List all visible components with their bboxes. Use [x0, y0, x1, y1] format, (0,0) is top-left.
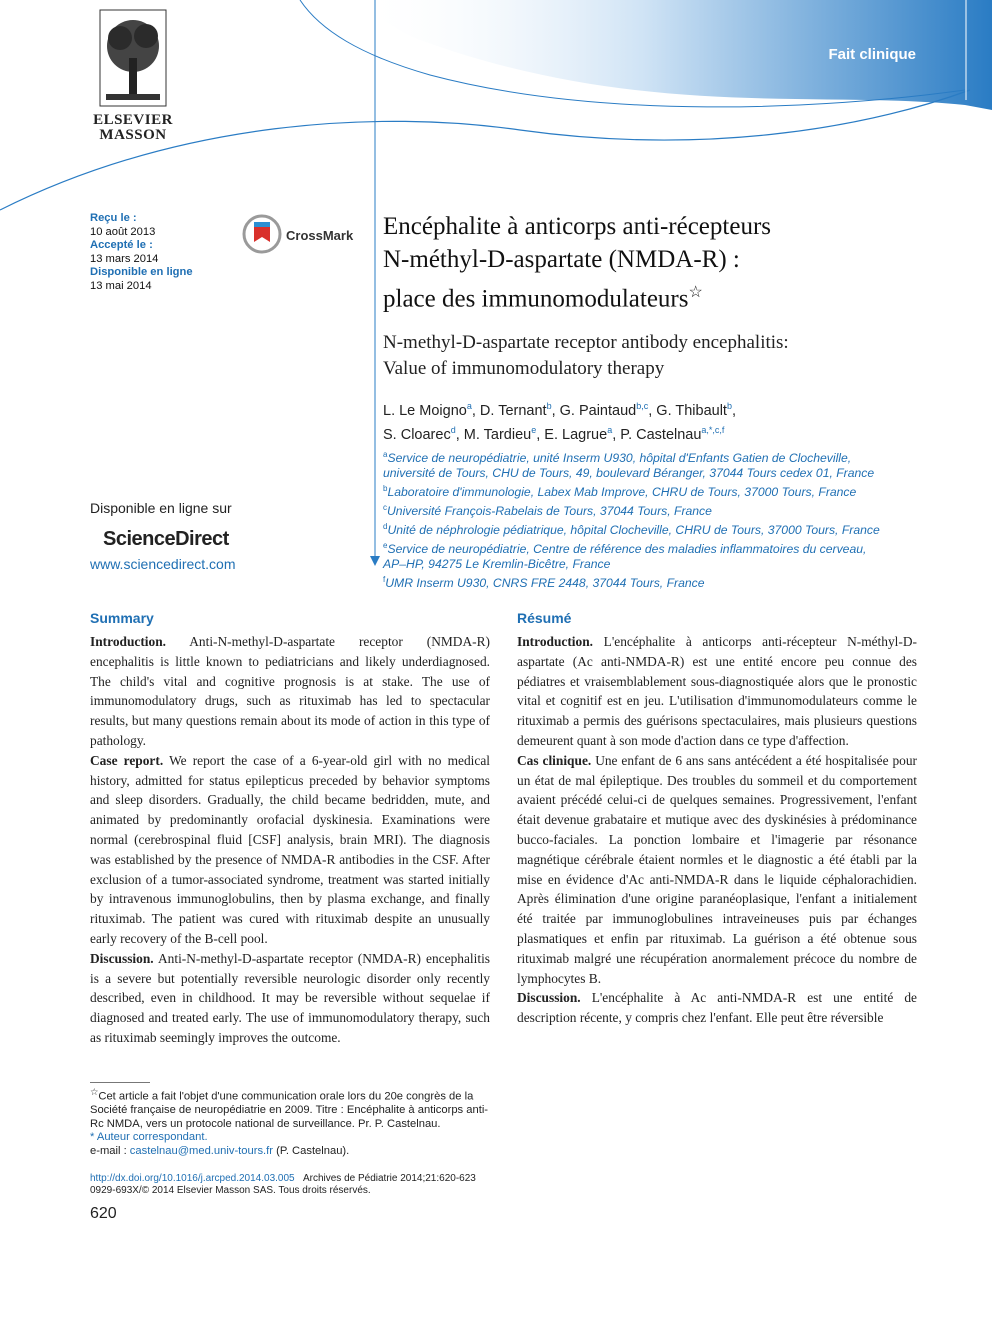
affiliation-item-continued — [383, 466, 943, 481]
affiliation-key: b — [383, 484, 388, 494]
publisher-name-line-1: ELSEVIER — [93, 112, 173, 128]
summary-heading: Summary — [90, 610, 154, 626]
summary-paragraph — [90, 632, 490, 751]
tree-logo-icon — [98, 8, 168, 108]
paragraph-text: Anti-N-methyl-D-aspartate receptor (NMDA-R) encephalitis is a severe but potentially reversible neurologic disorder only recently described, even in childhood. It may be reversible without sequelae if diagnosed and treated early. The use of immunomodulatory therapy, such as rituximab seemingly improves the outcome. — [90, 950, 490, 1045]
affiliation-list — [383, 447, 943, 591]
paragraph-label: Discussion. — [517, 990, 581, 1006]
accepted-date: 13 mars 2014 — [90, 252, 159, 265]
author-affiliation: b — [546, 401, 552, 411]
elsevier-masson-logo — [78, 8, 188, 143]
copyright-line: 0929-693X/© 2014 Elsevier Masson SAS. Tous droits réservés. — [90, 1185, 371, 1196]
online-label: Disponible en ligne — [90, 266, 193, 279]
paragraph-label: Introduction. — [90, 634, 167, 649]
paragraph-text: L'encéphalite à Ac anti-NMDA-R est une entité de description récente, y compris chez l'enfant. Elle peut être réversible — [517, 990, 917, 1026]
sciencedirect-link[interactable]: www.sciencedirect.com — [90, 556, 236, 572]
paragraph-text: L'encéphalite à anticorps anti-récepteur N-méthyl-D-aspartate (Ac anti-NMDA-R) est une entité encore peu connue des pédiatres et vraisemblablement sous-diagnostiquée alors que le pronostic vital et cognitif est en jeu. L'utilisation d'immunomodulateurs comme le rituximab a permis des guérisons spectaculaires, mais plusieurs questions demeurent quant à son mode d'action dans ce type d'affection. — [517, 634, 917, 748]
title-footnote-text: Cet article a fait l'objet d'une communication orale lors du 20e congrès de la Société française de neuropédiatrie en 2009. Titre : Encéphalite à anticorps anti-Rc NMDA, vers un protocole national de surveillance. Pr. P. Castelnau. — [90, 1090, 489, 1130]
author-affiliation: a — [607, 424, 613, 435]
summary-paragraph — [90, 751, 490, 949]
doi-block — [90, 1173, 510, 1197]
author-name: E. Lagrue — [544, 426, 608, 443]
author-affiliation: e — [531, 424, 537, 435]
corresponding-author-note: * Auteur correspondant. — [90, 1131, 208, 1144]
sciencedirect-logo: ScienceDirect — [103, 528, 229, 550]
author-name: L. Le Moigno — [383, 402, 467, 419]
available-online-text: Disponible en ligne sur — [90, 500, 232, 516]
journal-citation: Archives de Pédiatrie 2014;21:620-623 — [302, 1173, 476, 1184]
section-label: Fait clinique — [828, 46, 916, 63]
title-en-line-2: Value of immunomodulatory therapy — [383, 358, 665, 379]
author-name: M. Tardieu — [463, 426, 532, 443]
article-dates — [90, 212, 193, 294]
affiliation-text: Université François-Rabelais de Tours, 37044 Tours, France — [387, 504, 712, 519]
affiliation-key: e — [383, 541, 388, 551]
title-fr-line-2: N-méthyl-D-aspartate (NMDA-R) : — [383, 246, 740, 273]
footnotes — [90, 1086, 490, 1158]
summary-paragraph — [90, 949, 490, 1048]
author-name: G. Thibault — [656, 402, 727, 419]
corresponding-author-label: Auteur correspondant. — [96, 1131, 208, 1144]
affiliation-text: AP–HP, 94275 Le Kremlin-Bicêtre, France — [383, 557, 611, 572]
affiliation-item-continued — [383, 557, 943, 572]
affiliation-item — [383, 447, 943, 466]
author-affiliation: a,*,c,f — [701, 424, 725, 435]
title-footnote-mark: ☆ — [688, 284, 703, 301]
affiliation-key: d — [383, 522, 388, 532]
paragraph-text: Une enfant de 6 ans sans antécédent a été hospitalisée pour un état de mal épileptique. Des troubles du sommeil et du comportement avaient précédé celui-ci de quelques semaines. Progressivement, l'enfant était devenue grabataire et mutique avec des dyskinésies à prédominance bucco-faciales. La ponction lombaire et l'imagerie par résonance magnétique cérébrale étaient normles et le diagnostic a été établi par la mise en évidence d'Ac anti-NMDA-R dans le liquide céphalorachidien. Après élimination d'une origine paranéoplasique, l'enfant a initialement été traitée par immunoglobulines intraveineuses puis par échanges plasmatiques et enfin par rituximab. La guérison a été obtenue sous rituximab malgré une récupération anormalement précoce du nombre de lymphocytes B. — [517, 752, 918, 986]
email-suffix: (P. Castelnau). — [276, 1144, 350, 1157]
doi-link[interactable]: http://dx.doi.org/10.1016/j.arcped.2014.03.005 — [90, 1173, 295, 1184]
publisher-name-line-2: MASSON — [99, 127, 167, 143]
affiliation-text: Service de neuropédiatrie, Centre de référence des maladies inflammatoires du cerveau, — [387, 542, 867, 557]
crossmark-label: CrossMark — [286, 228, 354, 243]
resume-paragraph — [517, 632, 917, 751]
received-label: Reçu le : — [90, 212, 137, 224]
article-title-fr — [383, 210, 903, 315]
title-fr-line-3: place des immunomodulateurs — [383, 285, 689, 313]
crossmark-badge[interactable] — [242, 214, 354, 254]
paragraph-text: Anti-N-methyl-D-aspartate receptor (NMDA-R) encephalitis is little known to pediatricians and likely underdiagnosed. The child's vital and cognitive prognosis is at stake. The use of immunomodulatory drugs, such as rituximab has led to spectacular results, but many questions remain about its mode of action in this type of pathology. — [90, 634, 490, 748]
affiliation-key: c — [383, 503, 387, 513]
author-name: P. Castelnau — [620, 426, 702, 443]
affiliation-text: Unité de néphrologie pédiatrique, hôpital Clocheville, CHRU de Tours, 37000 Tours, France — [387, 523, 880, 538]
paragraph-label: Discussion. — [90, 950, 154, 966]
affiliation-key: a — [383, 450, 388, 459]
summary-column — [90, 608, 490, 1048]
paragraph-label: Cas clinique. — [517, 752, 592, 768]
author-affiliation: a — [466, 401, 472, 411]
resume-paragraph — [517, 988, 917, 1028]
affiliation-item — [383, 538, 943, 557]
affiliation-text: Laboratoire d'immunologie, Labex Mab Improve, CHRU de Tours, 37000 Tours, France — [387, 485, 857, 500]
author-name: G. Paintaud — [559, 402, 637, 419]
email-label: e-mail : — [90, 1144, 127, 1157]
accepted-label: Accepté le : — [90, 239, 153, 252]
resume-paragraph — [517, 751, 917, 989]
crossmark-icon — [242, 214, 282, 254]
author-affiliation: b — [726, 401, 732, 411]
affiliation-item — [383, 481, 943, 500]
affiliation-item — [383, 572, 943, 591]
title-footnote: ☆Cet article a fait l'objet d'une communication orale lors du 20e congrès de la Société française de neuropédiatrie en 2009. Titre : Encéphalite à anticorps anti-Rc NMDA, vers un protocole national de surveillance. Pr. P. Castelnau. — [90, 1087, 489, 1130]
received-date: 10 août 2013 — [90, 225, 156, 238]
email-note — [90, 1145, 490, 1159]
author-affiliation: b,c — [636, 401, 649, 411]
resume-column — [517, 608, 917, 1028]
author-name: D. Ternant — [479, 402, 547, 419]
title-fr-line-1: Encéphalite à anticorps anti-récepteurs — [383, 213, 772, 240]
online-date: 13 mai 2014 — [90, 279, 152, 292]
title-en-line-1: N-methyl-D-aspartate receptor antibody encephalitis: — [383, 332, 789, 353]
author-name: S. Cloarec — [383, 426, 451, 443]
email-link[interactable]: castelnau@med.univ-tours.fr — [129, 1144, 273, 1157]
article-title-en — [383, 330, 903, 382]
affiliation-text: Service de neuropédiatrie, unité Inserm U930, hôpital d'Enfants Gatien de Clocheville, — [387, 451, 852, 466]
resume-heading: Résumé — [517, 610, 572, 626]
affiliation-text: université de Tours, CHU de Tours, 49, boulevard Béranger, 37044 Tours cedex 01, France — [383, 466, 875, 481]
footnote-divider — [90, 1082, 150, 1083]
affiliation-item — [383, 519, 943, 538]
author-affiliation: d — [450, 424, 456, 435]
paragraph-label: Case report. — [90, 752, 164, 768]
paragraph-text: We report the case of a 6-year-old girl with no medical history, admitted for status epilepticus preceded by behavior symptoms and sleep disorders. Gradually, the child became bedridden, mute, and animated by predominantly orofacial dyskinesia. Examinations were normal (cerebrospinal fluid [CSF] analysis, brain MRI). The diagnosis was established by the presence of NMDA-R antibodies in the CSF. After exclusion of a tumor-associated syndrome, treatment was started initially by intravenous immunoglobulins, then by plasma exchange, and finally rituximab. The patient was cured with rituximab despite an unusually early recovery of the B-cell pool. — [90, 752, 490, 946]
paragraph-label: Introduction. — [517, 634, 594, 649]
affiliation-text: UMR Inserm U930, CNRS FRE 2448, 37044 Tours, France — [385, 576, 705, 591]
affiliation-item — [383, 500, 943, 519]
page-number: 620 — [90, 1205, 117, 1222]
author-list: L. Le Moigno$^a$, D. Ternant$^b$, G. Paintaud$^{b,c}$, G. Thibault$^b$, S. Cloarec$^d$, M. Tardieu$^e$, E. Lagrue$^a$, P. Castelnau$^{a,*,c,f}$ — [383, 401, 737, 443]
affiliation-key: f — [383, 575, 386, 585]
